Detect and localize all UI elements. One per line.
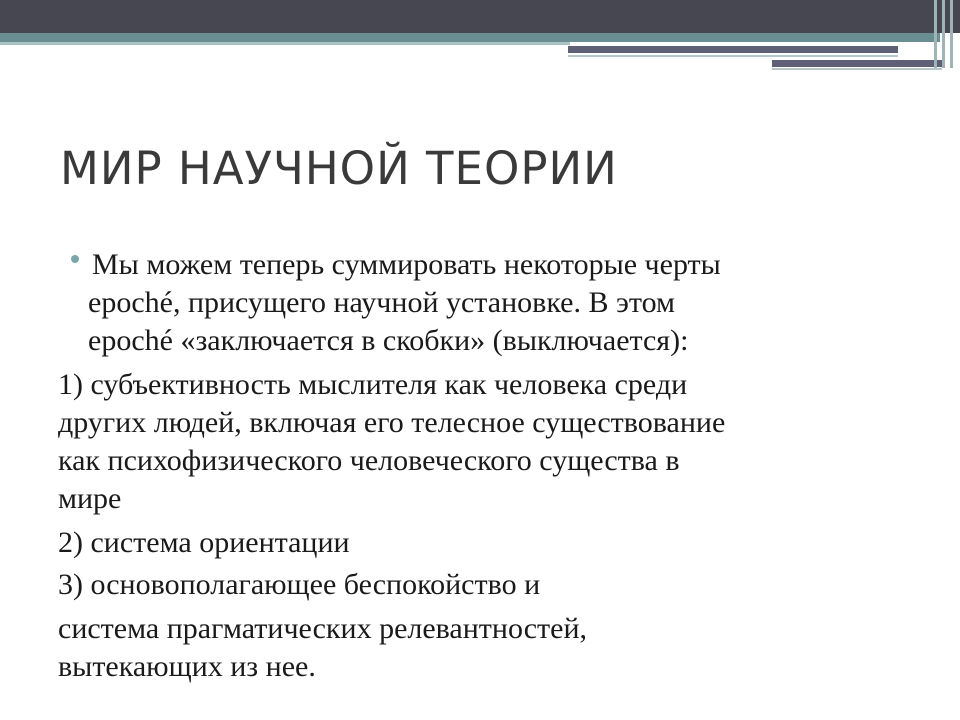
decorative-line: [568, 55, 898, 57]
text-line: epoché «заключается в скобки» (выключается):: [88, 324, 689, 357]
text-line: как психофизического человеческого существа в: [58, 444, 680, 477]
text-line: 2) система ориентации: [58, 526, 350, 559]
text-line: Мы можем теперь суммировать некоторые черты: [92, 248, 721, 281]
teal-band: [0, 33, 940, 42]
decorative-line: [568, 46, 898, 53]
item-2-paragraph: [58, 524, 918, 562]
item-3-continuation: [58, 610, 918, 686]
text-line: epoché, присущего научной установке. В этом: [88, 286, 675, 319]
decorative-line: [772, 68, 942, 70]
text-line: 3) основополагающее беспокойство и: [58, 568, 541, 601]
text-line: вытекающих из нее.: [58, 650, 316, 683]
text-line: система прагматических релевантностей,: [58, 612, 588, 645]
item-1-paragraph: [58, 366, 918, 518]
bullet-icon: [71, 255, 79, 263]
slide-title: МИР НАУЧНОЙ ТЕОРИИ: [60, 142, 618, 195]
item-3-paragraph: [58, 566, 918, 604]
teal-band-underline: [0, 42, 570, 45]
bullet-paragraph: [88, 246, 912, 360]
text-line: 1) субъективность мыслителя как человека среди: [58, 368, 688, 401]
decorative-vertical-strips: [930, 0, 960, 68]
text-line: мире: [58, 482, 122, 515]
text-line: других людей, включая его телесное существование: [58, 406, 726, 439]
decorative-line: [772, 60, 942, 67]
top-bar: [0, 0, 960, 33]
